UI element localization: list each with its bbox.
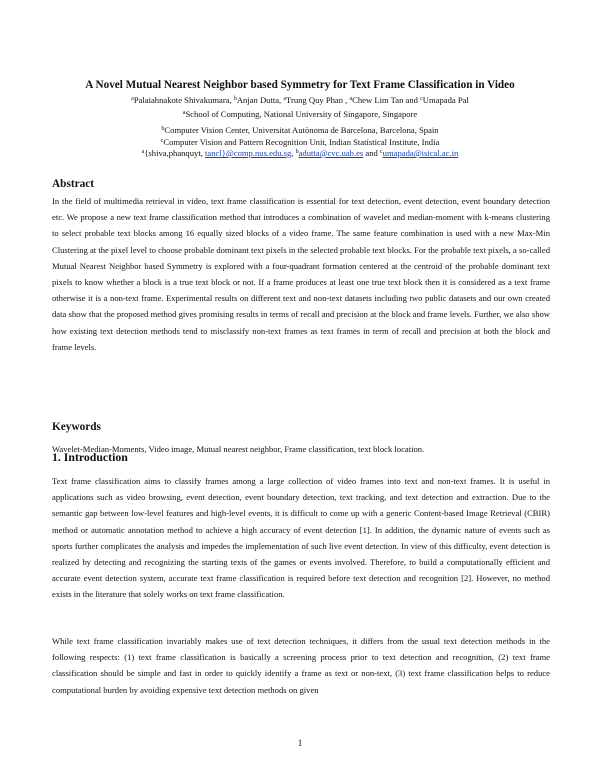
email-sup: b [295, 149, 299, 155]
author-1: Palaiahnakote Shivakumara, [133, 95, 234, 105]
author-line [0, 94, 600, 106]
email-link-isical[interactable]: umapada@isical.ac.in [382, 148, 459, 158]
page-number: 1 [297, 738, 303, 748]
affiliation-text: School of Computing, National University of Singapore, Singapore [185, 109, 418, 119]
paper-title: A Novel Mutual Nearest Neighbor based Symmetry for Text Frame Classification in Video [85, 79, 515, 91]
affiliation-sup: a [182, 110, 186, 116]
affiliation-sup: c [160, 138, 164, 144]
affiliation-sup: b [161, 126, 165, 132]
abstract-heading: Abstract [52, 178, 95, 190]
author-sup: c [420, 96, 423, 102]
keywords-text: Wavelet-Median-Moments, Video image, Mutual nearest neighbor, Frame classification, text block location. [52, 444, 425, 454]
author-sup: b [233, 96, 237, 102]
affiliation-b [0, 124, 600, 136]
introduction-paragraph-1: Text frame classification aims to classify frames among a large collection of video frames into text and non-text frames. It is useful in applications such as video browsing, event detection, event boundary detection, text tracking, and text detection and extraction. Due to the semantic gap between low-level features and high-level events, it is difficult to come up with a generic Content-based Image Retrieval (CBIR) method or automatic annotation method to achieve a high accuracy of event detection [1]. In addition, the dynamic nature of events such as sports further complicates the analysis and impedes the implementation of such live event detection. In view of this difficulty, event detection is realized by detecting and recognizing the starting texts of the games or events involved. Therefore, to build a computationally efficient and accurate event detection system, accurate text frame classification is required before text detection and recognition [2]. However, no method exists in the literature that solely works on text frame classification. [52, 476, 550, 600]
author-sup: a [283, 96, 287, 102]
email-link-nus[interactable]: tancl}@comp.nus.edu.sg [205, 148, 292, 158]
email-sup: a [141, 149, 145, 155]
email-line [0, 147, 600, 159]
email-separator: and [363, 148, 380, 158]
email-prefix: {shiva,phanquyt, [144, 148, 206, 158]
introduction-heading: 1. Introduction [52, 450, 128, 464]
affiliation-text: Computer Vision Center, Universitat Autònoma de Barcelona, Barcelona, Spain [164, 125, 439, 135]
author-5: Umapada Pal [422, 95, 469, 105]
email-link-cvc[interactable]: adutta@cvc.uab.es [298, 148, 364, 158]
email-sup: c [380, 149, 383, 155]
affiliation-text: Computer Vision and Pattern Recognition Unit, Indian Statistical Institute, India [163, 137, 440, 147]
email-separator: , [291, 148, 296, 158]
keywords-heading: Keywords [52, 421, 101, 433]
author-sup: a [131, 96, 134, 102]
author-3: Trung Quy Phan , [286, 95, 350, 105]
affiliation-a [0, 108, 600, 120]
abstract-text: In the field of multimedia retrieval in video, text frame classification is essential for text detection, event detection, event boundary detection etc. We propose a new text frame classification method that introduces a combination of wavelet and median-moment with k-means clustering to select probable text blocks among 16 equally sized blocks of a video frame. The same feature combination is used with a new Max-Min Clustering at the pixel level to choose probable dominant text pixels in the selected probable text blocks. For the probable text pixels, a so-called Mutual Nearest Neighbor based Symmetry is explored with a four-quadrant formation centered at the centroid of the probable dominant text pixels to know whether a block is a true text block or not. If a frame produces at least one true text block then it is considered as a text frame otherwise it is a non-text frame. Experimental results on different text and non-text datasets including two public datasets and our own created data show that the proposed method gives promising results in terms of recall and precision at the block and frame levels. Further, we also show how existing text detection methods tend to misclassify non-text frames as text frames in term of recall and precision at both the block and frame levels. [52, 196, 550, 352]
author-2: Anjan Dutta, [236, 95, 284, 105]
introduction-paragraph-2: While text frame classification invariably makes use of text detection techniques, it differs from the usual text detection methods in the following respects: (1) text frame classification is basically a screening process prior to text detection and recognition, (2) text frame classification should be simple and fast in order to quickly identify a frame as text or non-text, (3) text frame classification helps to reduce computational burden by avoiding expensive text detection methods on given [52, 636, 550, 695]
author-sup: a [349, 96, 353, 102]
author-4: Chew Lim Tan and [352, 95, 421, 105]
